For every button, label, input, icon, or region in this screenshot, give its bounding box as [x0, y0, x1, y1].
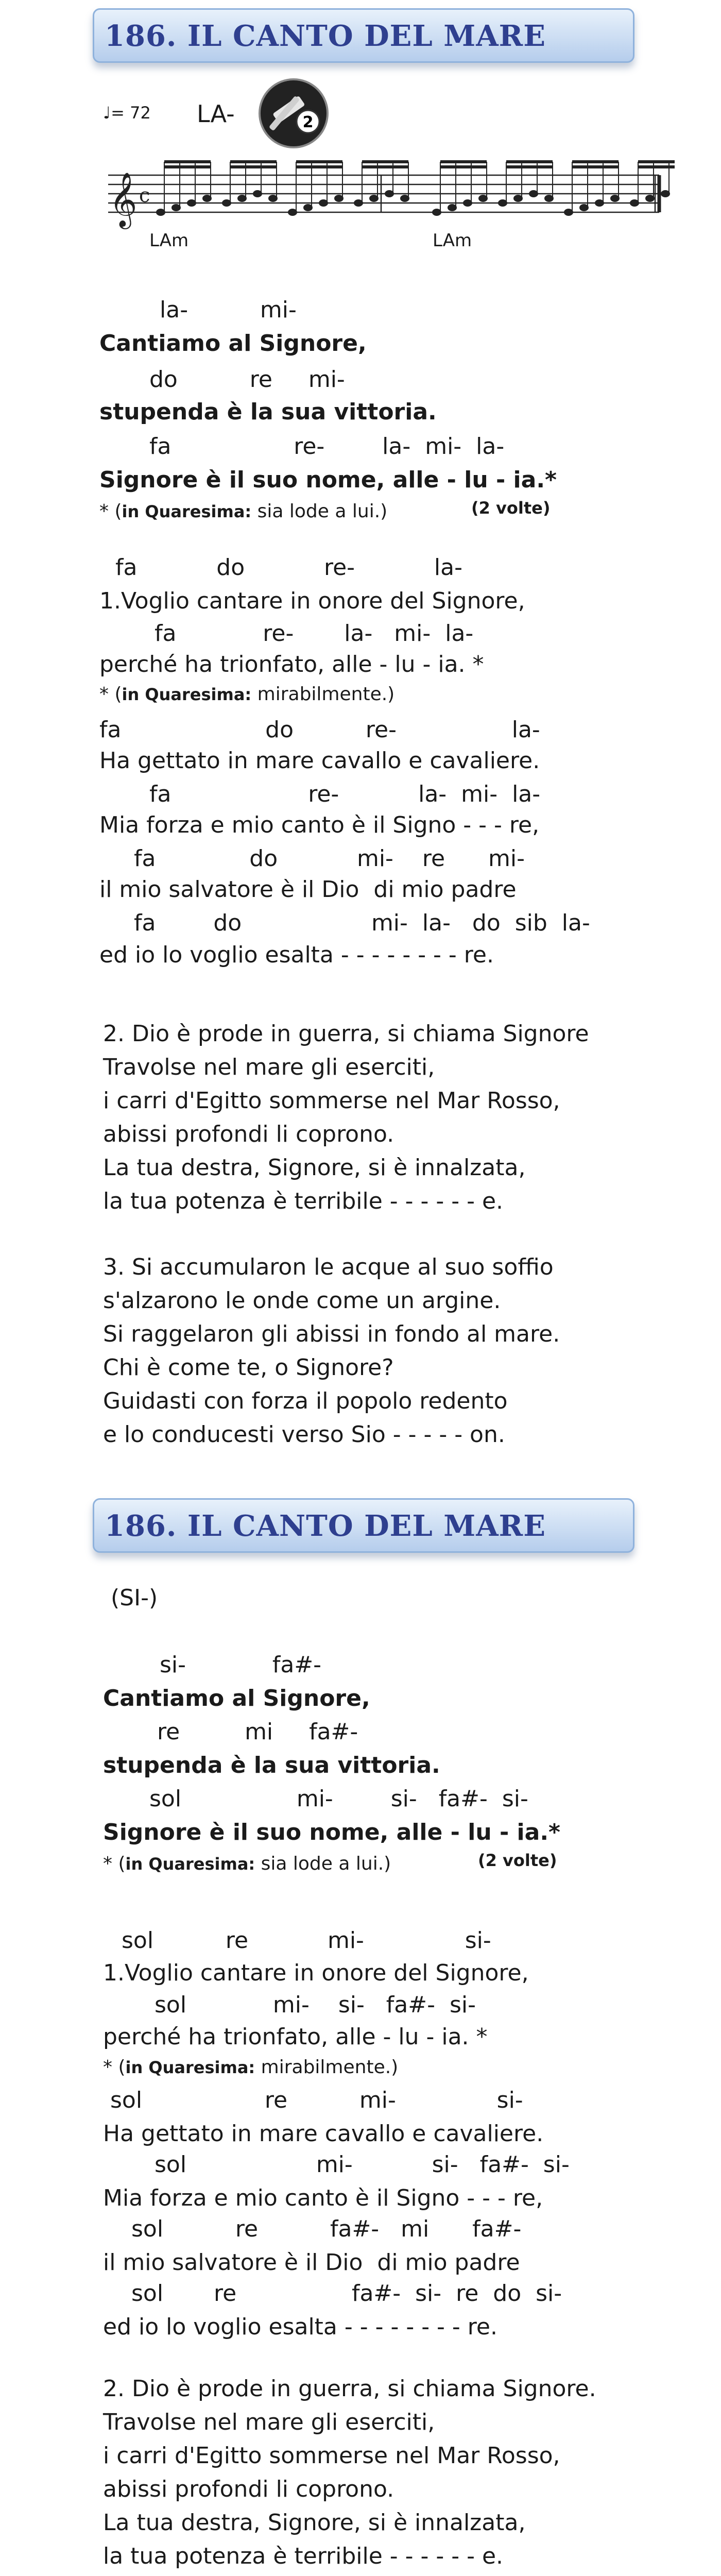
- s1-v1b-chords-1: fa do re- la-: [99, 717, 540, 743]
- s1-v1b-lyric-4: ed io lo voglio esalta - - - - - - - - re.: [99, 942, 494, 968]
- s1-refrain-note: * (in Quaresima: sia lode a lui.): [99, 501, 388, 522]
- staff-chord-2: LAm: [433, 230, 472, 251]
- s2-v2-line-4: abissi profondi li coprono.: [103, 2476, 394, 2502]
- s1-v1b-chords-4: fa do mi- la- do sib la-: [134, 910, 590, 936]
- note-head: [499, 200, 507, 206]
- note-head: [580, 205, 588, 211]
- note-head: [319, 200, 328, 206]
- section2-title-bar: [93, 1498, 634, 1553]
- note-head: [661, 191, 670, 197]
- note-head: [433, 209, 441, 215]
- s1-refrain-chords-3: fa re- la- mi- la-: [149, 433, 505, 460]
- s2-refrain-volte: (2 volte): [478, 1851, 557, 1870]
- s1-v2-line-3: i carri d'Egitto sommerse nel Mar Rosso,: [103, 1088, 560, 1114]
- s1-v2-line-4: abissi profondi li coprono.: [103, 1121, 394, 1147]
- s2-v1-chords-1: sol re mi- si-: [114, 1927, 491, 1954]
- note-head: [288, 209, 297, 215]
- s1-v1b-lyric-1: Ha gettato in mare cavallo e cavaliere.: [99, 748, 540, 774]
- s2-v1-lyric-2: perché ha trionfato, alle - lu - ia. *: [103, 2024, 488, 2050]
- s2-v1-chords-2: sol mi- si- fa#- si-: [154, 1992, 476, 2018]
- s1-v1-chords-2: fa re- la- mi- la-: [154, 620, 474, 647]
- s1-v3-line-4: Chi è come te, o Signore?: [103, 1354, 394, 1381]
- note-head: [222, 200, 231, 206]
- s2-v2-line-6: la tua potenza è terribile - - - - - - e.: [103, 2543, 504, 2569]
- s2-refrain-chords-2: re mi fa#-: [157, 1719, 358, 1745]
- s1-v1-chords-1: fa do re- la-: [108, 554, 462, 581]
- s2-v2-line-2: Travolse nel mare gli eserciti,: [103, 2409, 435, 2435]
- s1-v2-line-6: la tua potenza è terribile - - - - - - e.: [103, 1188, 504, 1214]
- capo-2-icon: [258, 77, 330, 149]
- treble-clef-icon: 𝄞: [109, 172, 138, 227]
- note-head: [238, 195, 246, 201]
- s2-v1-note: * (in Quaresima: mirabilmente.): [103, 2057, 399, 2078]
- s1-v3-line-6: e lo conducesti verso Sio - - - - - on.: [103, 1421, 505, 1448]
- s2-v1b-lyric-1: Ha gettato in mare cavallo e cavaliere.: [103, 2121, 544, 2147]
- s2-refrain-chords-3: sol mi- si- fa#- si-: [149, 1786, 528, 1812]
- s2-v1b-chords-3: sol re fa#- mi fa#-: [131, 2216, 522, 2242]
- note-head: [354, 200, 363, 206]
- note-head: [401, 195, 409, 201]
- s2-v1-lyric-1: 1.Voglio cantare in onore del Signore,: [103, 1960, 529, 1986]
- note-head: [385, 191, 393, 197]
- sixteenth-notes: [157, 162, 675, 215]
- s1-refrain-chords-2: do re mi-: [149, 366, 345, 393]
- s2-refrain-lyric-1: Cantiamo al Signore,: [103, 1685, 370, 1711]
- capo-number: 2: [302, 113, 314, 131]
- staff-chord-1: LAm: [149, 230, 189, 251]
- s1-v3-line-3: Si raggelaron gli abissi in fondo al mare.: [103, 1321, 560, 1347]
- note-head: [304, 205, 312, 211]
- s1-v3-line-5: Guidasti con forza il popolo redento: [103, 1388, 508, 1414]
- note-head: [595, 200, 604, 206]
- time-signature-icon: c: [139, 184, 150, 207]
- note-head: [253, 191, 262, 197]
- note-head: [335, 195, 343, 201]
- s1-v1-lyric-1: 1.Voglio cantare in onore del Signore,: [99, 588, 525, 614]
- note-head: [370, 195, 378, 201]
- s1-v2-line-5: La tua destra, Signore, si è innalzata,: [103, 1155, 526, 1181]
- s1-refrain-lyric-3: Signore è il suo nome, alle - lu - ia.*: [99, 467, 557, 493]
- s2-refrain-note: * (in Quaresima: sia lode a lui.): [103, 1853, 391, 1874]
- note-head: [157, 209, 165, 215]
- s2-refrain-lyric-3: Signore è il suo nome, alle - lu - ia.*: [103, 1819, 561, 1845]
- note-head: [564, 209, 573, 215]
- s2-v2-line-1: 2. Dio è prode in guerra, si chiama Signore.: [103, 2376, 596, 2402]
- s2-v1b-chords-2: sol mi- si- fa#- si-: [154, 2151, 570, 2178]
- s2-v2-line-5: La tua destra, Signore, si è innalzata,: [103, 2510, 526, 2536]
- section2-key: (SI-): [111, 1585, 158, 1611]
- s1-v1-note: * (in Quaresima: mirabilmente.): [99, 684, 395, 705]
- note-head: [630, 200, 639, 206]
- note-head: [479, 195, 487, 201]
- s1-v3-line-2: s'alzarono le onde come un argine.: [103, 1287, 501, 1314]
- note-head: [172, 205, 180, 211]
- note-head: [545, 195, 553, 201]
- note-head: [187, 200, 196, 206]
- music-staff: [103, 155, 675, 252]
- note-head: [464, 200, 472, 206]
- s1-v1b-lyric-2: Mia forza e mio canto è il Signo - - - re,: [99, 812, 540, 838]
- note-head: [269, 195, 277, 201]
- section2-title: 186. IL CANTO DEL MARE: [105, 1509, 546, 1543]
- section1-tempo: ♩= 72: [103, 103, 151, 123]
- note-head: [529, 191, 538, 197]
- note-head: [448, 205, 456, 211]
- s1-refrain-chords-1: la- mi-: [160, 297, 297, 323]
- s2-v1b-chords-4: sol re fa#- si- re do si-: [131, 2280, 562, 2307]
- section1-key: LA-: [197, 100, 235, 128]
- section1-title: 186. IL CANTO DEL MARE: [105, 19, 546, 53]
- s2-v1b-chords-1: sol re mi- si-: [103, 2087, 523, 2113]
- note-head: [611, 195, 619, 201]
- note-head: [203, 195, 211, 201]
- s1-v2-line-2: Travolse nel mare gli eserciti,: [103, 1054, 435, 1080]
- section1-title-bar: [93, 8, 634, 63]
- s2-v1b-lyric-4: ed io lo voglio esalta - - - - - - - - re.: [103, 2314, 497, 2340]
- s1-refrain-volte: (2 volte): [471, 498, 551, 518]
- s1-refrain-lyric-2: stupenda è la sua vittoria.: [99, 399, 437, 425]
- s1-v2-line-1: 2. Dio è prode in guerra, si chiama Signore: [103, 1021, 589, 1047]
- s2-refrain-chords-1: si- fa#-: [160, 1652, 322, 1678]
- note-head: [514, 195, 522, 201]
- s1-v3-line-1: 3. Si accumularon le acque al suo soffio: [103, 1254, 554, 1280]
- s1-refrain-lyric-1: Cantiamo al Signore,: [99, 330, 367, 357]
- s2-v2-line-3: i carri d'Egitto sommerse nel Mar Rosso,: [103, 2443, 560, 2469]
- s2-refrain-lyric-2: stupenda è la sua vittoria.: [103, 1752, 440, 1778]
- s2-v1b-lyric-2: Mia forza e mio canto è il Signo - - - re,: [103, 2185, 543, 2211]
- s1-v1b-lyric-3: il mio salvatore è il Dio di mio padre: [99, 876, 517, 903]
- s1-v1b-chords-3: fa do mi- re mi-: [134, 845, 525, 872]
- s2-v1b-lyric-3: il mio salvatore è il Dio di mio padre: [103, 2249, 520, 2276]
- s1-v1-lyric-2: perché ha trionfato, alle - lu - ia. *: [99, 651, 484, 677]
- s1-v1b-chords-2: fa re- la- mi- la-: [149, 781, 541, 807]
- note-head: [646, 195, 654, 201]
